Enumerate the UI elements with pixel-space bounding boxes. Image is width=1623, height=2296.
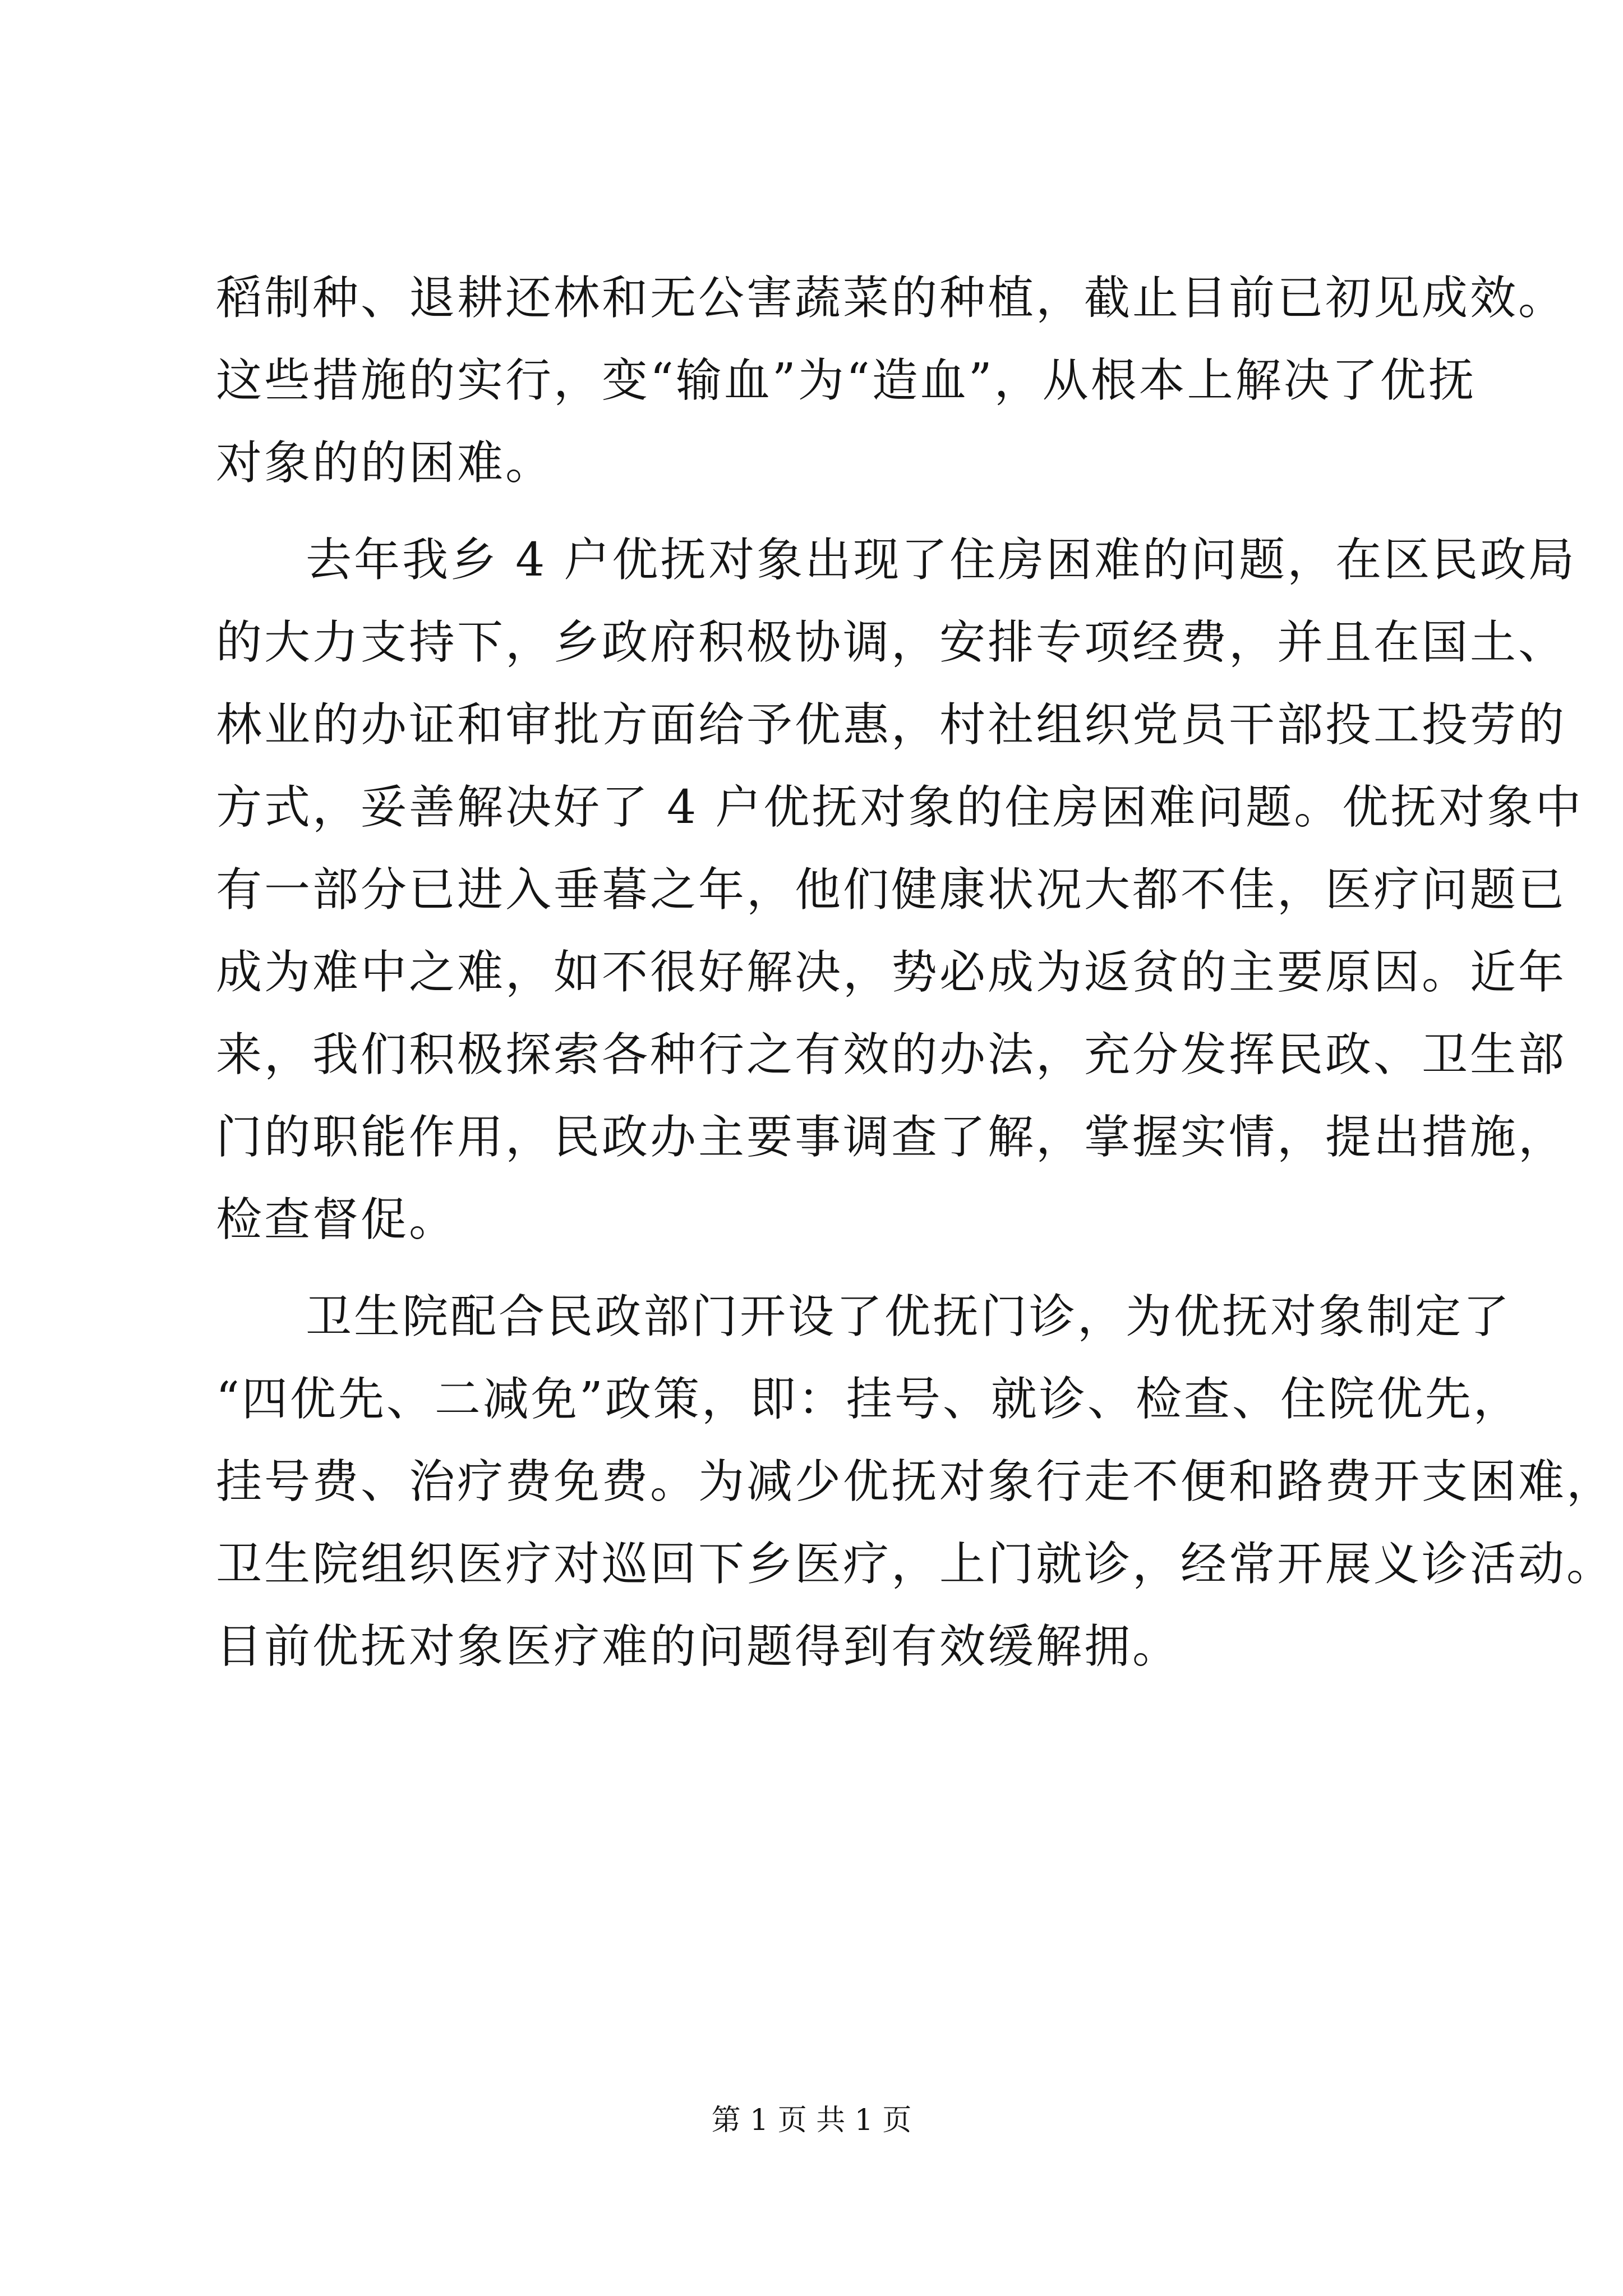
paragraph-1-line-2: 这些措施的实行，变“输血”为“造血”，从根本上解决了优抚 bbox=[216, 354, 1477, 407]
paragraph-3-line-5: 目前优抚对象医疗难的问题得到有效缓解拥。 bbox=[216, 1620, 1181, 1673]
paragraph-2-line-7: 来，我们积极探索各种行之有效的办法，充分发挥民政、卫生部 bbox=[216, 1028, 1567, 1082]
paragraph-3-line-4: 卫生院组织医疗对巡回下乡医疗，上门就诊，经常开展义诊活动。 bbox=[216, 1538, 1615, 1591]
paragraph-2-line-8: 门的职能作用，民政办主要事调查了解，掌握实情，提出措施， bbox=[216, 1111, 1567, 1164]
paragraph-2-line-9: 检查督促。 bbox=[216, 1193, 458, 1246]
paragraph-2-line-3: 林业的办证和审批方面给予优惠，村社组织党员干部投工投劳的 bbox=[216, 698, 1567, 752]
paragraph-3-line-2: “四优先、二减免”政策，即：挂号、就诊、检查、住院优先， bbox=[216, 1373, 1521, 1426]
paragraph-2-line-4: 方式，妥善解决好了 4 户优抚对象的住房困难问题。优抚对象中 bbox=[216, 781, 1584, 834]
body-text bbox=[216, 257, 1615, 1688]
paragraph-2-line-2: 的大力支持下，乡政府积极协调，安排专项经费，并且在国土、 bbox=[216, 616, 1567, 669]
page-footer bbox=[0, 2101, 1623, 2140]
paragraph-2-line-5: 有一部分已进入垂暮之年，他们健康状况大都不佳，医疗问题已 bbox=[216, 863, 1567, 917]
paragraph-1-line-1: 稻制种、退耕还林和无公害蔬菜的种植，截止目前已初见成效。 bbox=[216, 272, 1567, 325]
paragraph-3-line-3: 挂号费、治疗费免费。为减少优抚对象行走不便和路费开支困难， bbox=[216, 1455, 1615, 1508]
paragraph-2-line-1: 去年我乡 4 户优抚对象出现了住房困难的问题，在区民政局 bbox=[306, 533, 1577, 587]
paragraph-2-line-6: 成为难中之难，如不很好解决，势必成为返贫的主要原因。近年 bbox=[216, 946, 1567, 999]
paragraph-3-line-1: 卫生院配合民政部门开设了优抚门诊，为优抚对象制定了 bbox=[306, 1290, 1512, 1343]
page-number-label: 第 1 页 共 1 页 bbox=[711, 2104, 912, 2137]
paragraph-1-line-3: 对象的的困难。 bbox=[216, 436, 554, 490]
